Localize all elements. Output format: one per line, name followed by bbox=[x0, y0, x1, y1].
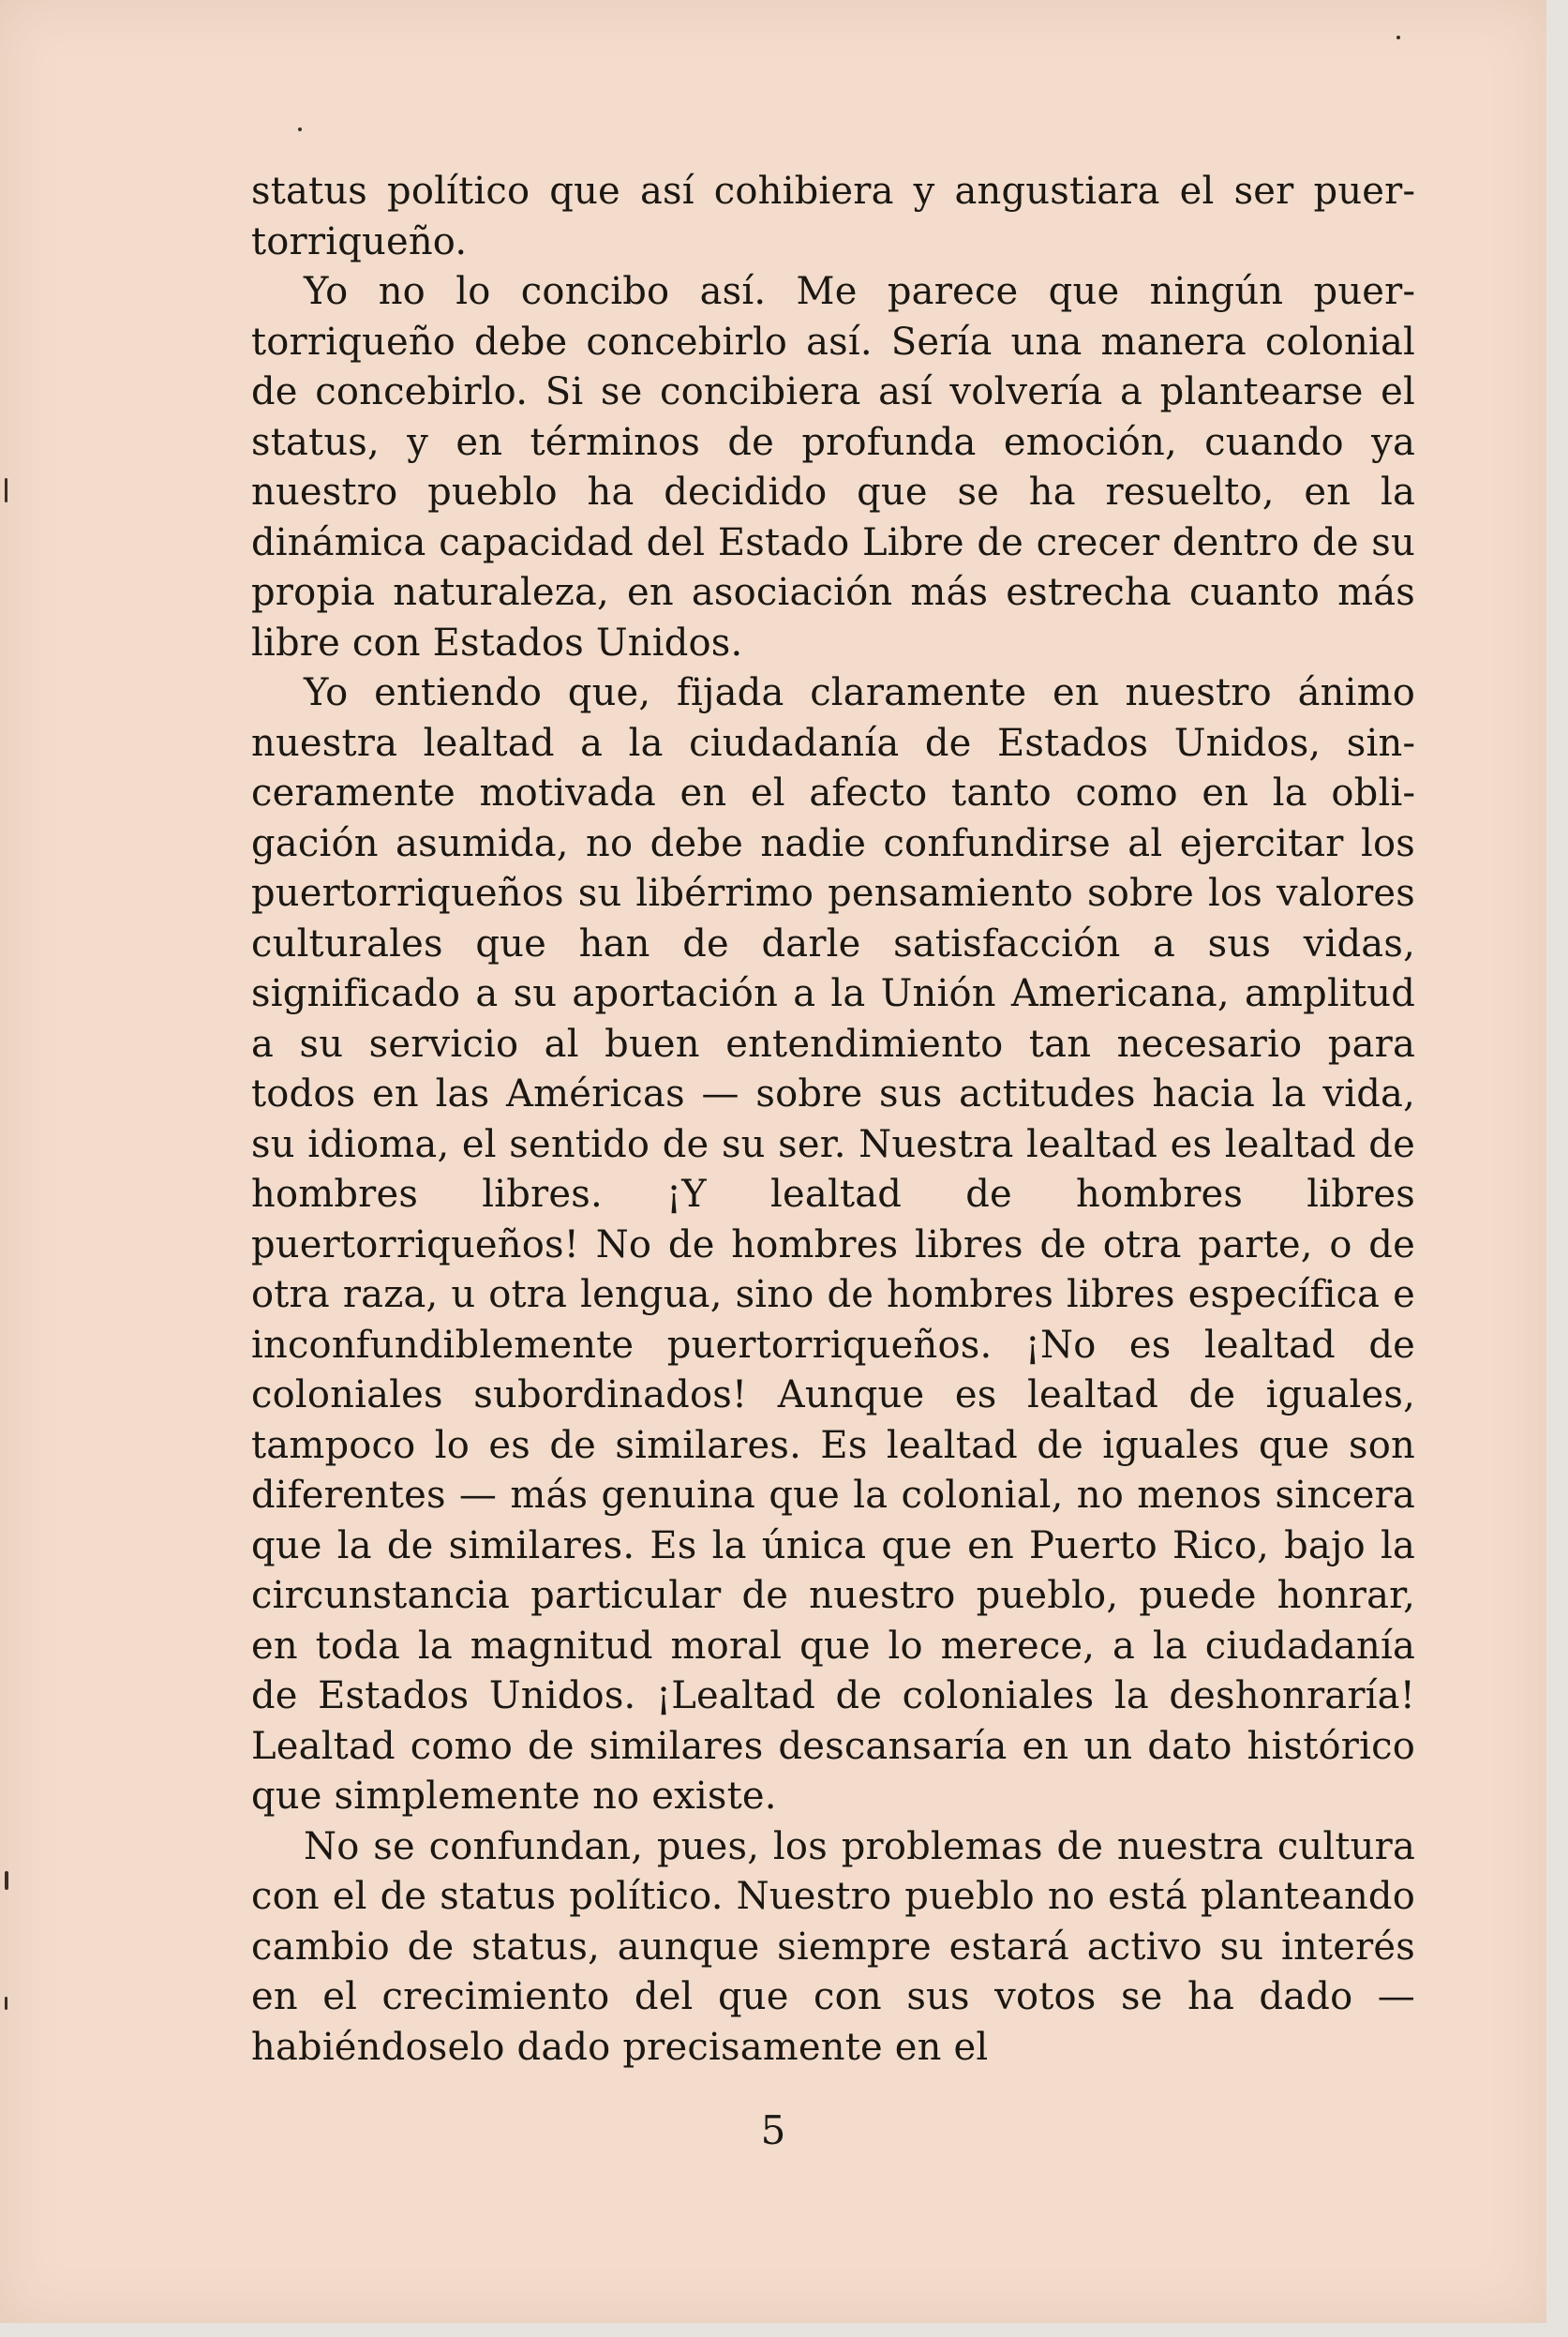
paragraph-2: Yo no lo concibo así. Me parece que ningún puertorriqueño debe concebirlo así. Sería una manera colonial de concebirlo. Si se concibiera así volvería a plantearse el status, y en términos de profunda emoción, cuando ya nuestro pueblo ha decidido que se ha resuelto, en la dinámica capacidad del Estado Libre de crecer dentro de su propia naturaleza, en asociación más estrecha cuanto más libre con Estados Unidos. bbox=[251, 270, 1415, 665]
page-edge bbox=[1546, 0, 1568, 2337]
paragraph-1: status político que así cohibiera y angustiara el ser puertorriqueño. bbox=[251, 170, 1415, 263]
paragraph-3: Yo entiendo que, fijada claramente en nuestro ánimo nuestra lealtad a la ciudadanía de Estados Unidos, sinceramente motivada en el afecto tanto como en la obligación asumida, no debe nadie confundirse al ejercitar los puertorriqueños su libérrimo pensamiento sobre los valores culturales que han de darle satisfacción a sus vidas, significado a su aportación a la Unión Americana, amplitud a su servicio al buen entendimiento tan necesario para todos en las Américas — sobre sus actitudes hacia la vida, su idioma, el sentido de su ser. Nuestra lealtad es lealtad de hombres libres. ¡Y lealtad de hombres libres puertorriqueños! No de hombres libres de otra parte, o de otra raza, u otra lengua, sino de hombres libres específica e inconfundiblemente puertorriqueños. ¡No es lealtad de coloniales subordinados! Aunque es lealtad de iguales, tampoco lo es de similares. Es lealtad de iguales que son diferentes — más genuina que la colonial, no menos sincera que la de similares. Es la única que en Puerto Rico, bajo la circunstancia particular de nuestro pueblo, puede honrar, en toda la magnitud moral que lo merece, a la ciudadanía de Estados Unidos. ¡Lealtad de coloniales la deshonraría! Lealtad como de similares descansaría en un dato histórico que simplemente no existe. bbox=[251, 671, 1415, 1818]
paper-speck bbox=[5, 1997, 7, 2010]
body-text bbox=[251, 167, 1415, 2073]
paper-speck bbox=[5, 478, 7, 502]
paper-speck bbox=[5, 1871, 8, 1890]
page-bottom-edge bbox=[0, 2323, 1568, 2337]
paragraph-4: No se confundan, pues, los problemas de nuestra cultura con el de status político. Nuestro pueblo no está planteando cambio de status, aunque siempre estará activo su interés en el crecimiento del que con sus votos se ha dado — habiéndoselo dado precisamente en el bbox=[251, 1824, 1415, 2069]
paper-speck bbox=[298, 127, 302, 131]
page-number: 5 bbox=[760, 2107, 786, 2153]
paper-speck bbox=[1396, 36, 1400, 39]
